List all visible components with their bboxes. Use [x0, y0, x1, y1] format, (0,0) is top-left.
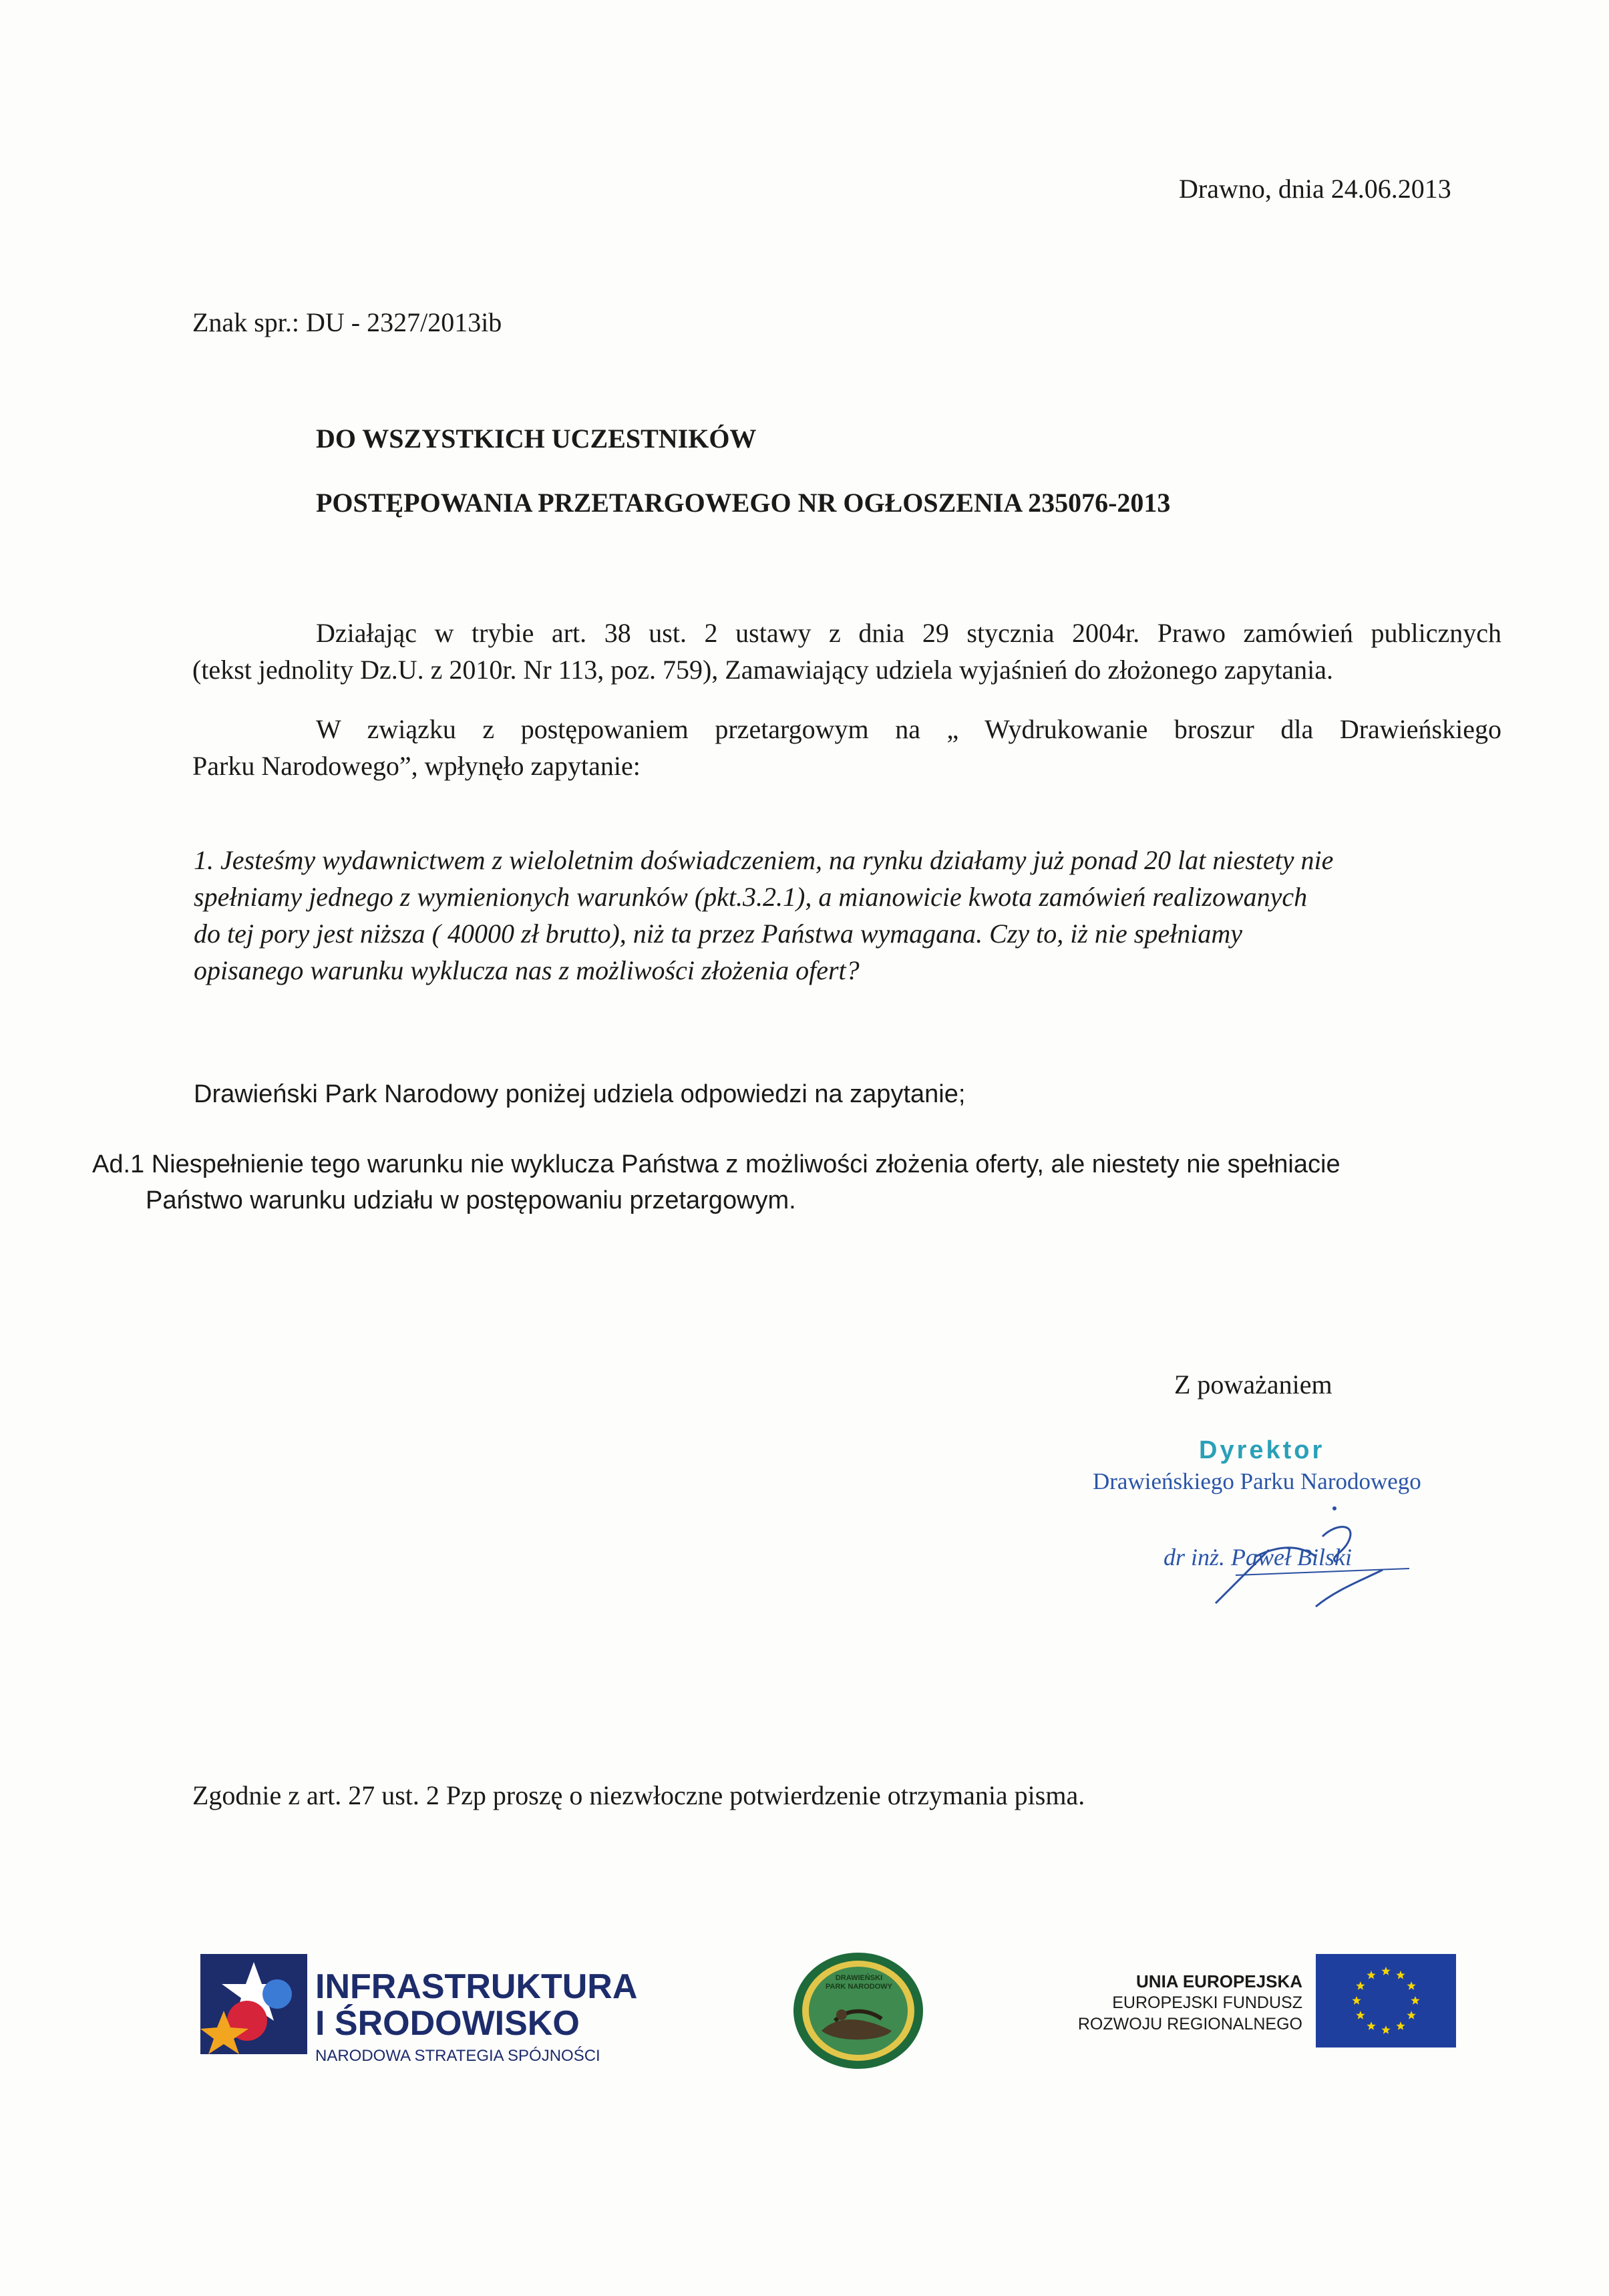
stamp-name: dr inż. Paweł Bilski: [1164, 1544, 1352, 1571]
reference-number: Znak spr.: DU - 2327/2013ib: [192, 307, 502, 337]
answer-intro: Drawieński Park Narodowy poniżej udziela odpowiedzi na zapytanie;: [194, 1080, 966, 1108]
answer-ad1-line-2: Państwo warunku udziału w postępowaniu przetargowym.: [146, 1186, 796, 1214]
question-line-2: spełniamy jednego z wymienionych warunków (pkt.3.2.1), a mianowicie kwota zamówień realizowanych: [194, 882, 1308, 912]
infrastructure-logo-icon: [200, 1954, 307, 2054]
stamp-organization: Drawieńskiego Parku Narodowego: [1093, 1468, 1421, 1494]
answer-ad1-line-1: Ad.1 Niespełnienie tego warunku nie wyklucza Państwa z możliwości złożenia oferty, ale niestety nie spełniacie: [92, 1150, 1340, 1178]
closing-salutation: Z poważaniem: [1174, 1369, 1332, 1400]
footer-note: Zgodnie z art. 27 ust. 2 Pzp proszę o niezwłoczne potwierdzenie otrzymania pisma.: [192, 1780, 1085, 1810]
eu-logo-line-1: UNIA EUROPEJSKA: [1136, 1971, 1302, 1991]
infrastructure-logo-line-2: I ŚRODOWISKO: [315, 2004, 580, 2043]
paragraph-1-line-2: (tekst jednolity Dz.U. z 2010r. Nr 113, poz. 759), Zamawiający udziela wyjaśnień do złożonego zapytania.: [192, 655, 1333, 685]
infrastructure-logo-line-3: NARODOWA STRATEGIA SPÓJNOŚCI: [315, 2047, 600, 2065]
paragraph-2-line-2: Parku Narodowego”, wpłynęło zapytanie:: [192, 751, 641, 781]
handwritten-signature: [1135, 1483, 1456, 1630]
infrastructure-logo-line-1: INFRASTRUKTURA: [315, 1967, 638, 2006]
park-badge-logo: [791, 1951, 925, 2071]
eu-flag-icon: [1316, 1954, 1456, 2047]
title-line-2: POSTĘPOWANIA PRZETARGOWEGO NR OGŁOSZENIA 235076-2013: [316, 488, 1171, 518]
stamp-title: Dyrektor: [1199, 1436, 1325, 1464]
eu-logo-line-2: EUROPEJSKI FUNDUSZ: [1112, 1993, 1302, 2012]
question-line-3: do tej pory jest niższa ( 40000 zł brutto), niż ta przez Państwa wymagana. Czy to, iż nie spełniamy: [194, 919, 1242, 949]
park-badge-text: DRAWIEŃSKI PARK NARODOWY: [826, 1974, 893, 1991]
place-date: Drawno, dnia 24.06.2013: [1179, 174, 1451, 204]
question-line-4: opisanego warunku wyklucza nas z możliwości złożenia ofert?: [194, 955, 860, 985]
paragraph-1-line-1: Działając w trybie art. 38 ust. 2 ustawy z dnia 29 stycznia 2004r. Prawo zamówień publicznych: [316, 618, 1501, 648]
title-line-1: DO WSZYSTKICH UCZESTNIKÓW: [316, 424, 757, 454]
paragraph-2-line-1: W związku z postępowaniem przetargowym na „ Wydrukowanie broszur dla Drawieńskiego: [316, 714, 1501, 744]
eu-logo-line-3: ROZWOJU REGIONALNEGO: [1077, 2015, 1302, 2033]
question-line-1: 1. Jesteśmy wydawnictwem z wieloletnim doświadczeniem, na rynku działamy już ponad 20 lat niestety nie: [194, 845, 1334, 875]
